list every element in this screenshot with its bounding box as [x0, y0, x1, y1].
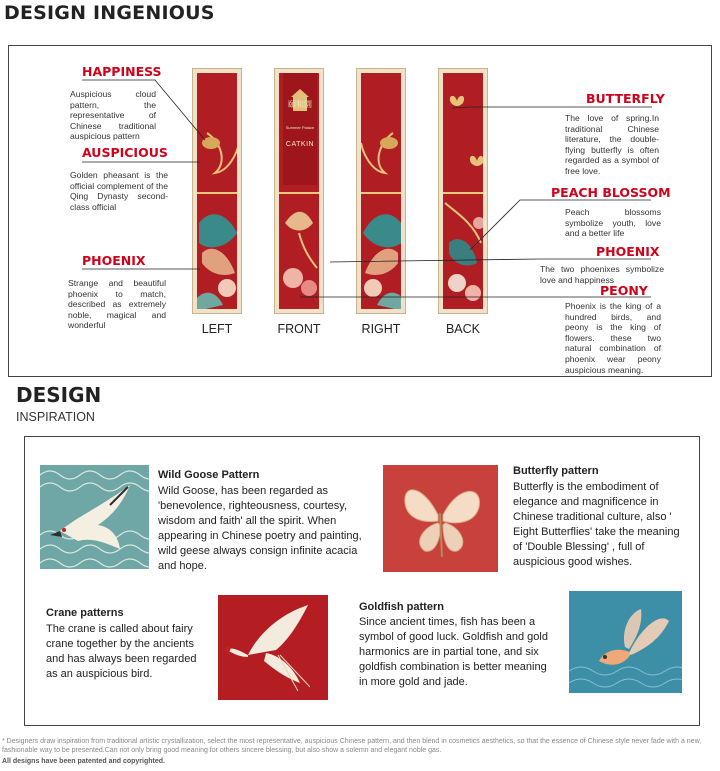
callout-peach-blossom-title: PEACH BLOSSOM: [551, 185, 671, 200]
callout-butterfly-text: The love of spring.In traditional Chinese literature, the double-flying butterfly is often regarded as a symbol of free love.: [565, 113, 659, 176]
callout-happiness-text: Auspicious cloud pattern, the representative of Chinese traditional auspicious pattern: [70, 89, 156, 142]
callout-phoenix-right-text: The two phoenixes symbolize love and happiness: [540, 264, 664, 285]
callout-phoenix-right-title: PHOENIX: [596, 244, 660, 259]
product-name: CATKIN: [285, 141, 315, 148]
callout-phoenix-left-text: Strange and beautiful phoenix to match, described as extremely noble, magical and wonderful: [68, 278, 166, 331]
callout-auspicious-title: AUSPICIOUS: [82, 145, 168, 160]
wild-goose-image: [40, 465, 149, 569]
page-title: DESIGN INGENIOUS: [4, 2, 215, 24]
card-goldfish-text: Since ancient times, fish has been a symbol of good luck. Goldfish and gold harmonics are in partial tone, and six goldfish combination is better meaning in more gold and jade.: [359, 616, 548, 688]
goldfish-image: [569, 591, 682, 693]
callout-peony-text: Phoenix is the king of a hundred birds, and peony is the king of flowers. these two natural combination of phoenix wear peony auspicious meaning.: [565, 301, 661, 375]
crane-image: [218, 595, 328, 700]
callout-phoenix-left-title: PHOENIX: [82, 253, 146, 268]
view-label-left: LEFT: [201, 322, 233, 336]
callout-butterfly-title: BUTTERFLY: [586, 91, 665, 106]
view-label-back: BACK: [445, 322, 481, 336]
brand-cn: 頤和園: [288, 100, 312, 109]
card-butterfly-title: Butterfly pattern: [513, 465, 599, 477]
card-butterfly-text: Butterfly is the embodiment of elegance and magnificence in Chinese traditional culture, also ' Eight Butterflies' take the meaning of 'Double Blessing' , full of auspicious good wishes.: [513, 481, 680, 568]
card-goldfish-title: Goldfish pattern: [359, 601, 444, 613]
inspiration-title: DESIGN: [16, 383, 102, 407]
card-crane-text: The crane is called about fairy crane together by the ancients and has always been regarded as an auspicious bird.: [46, 623, 197, 680]
card-wild-goose-title: Wild Goose Pattern: [158, 469, 260, 481]
callout-auspicious-text: Golden pheasant is the official complement of the Qing Dynasty second-class official: [70, 170, 168, 212]
view-label-front: FRONT: [277, 322, 321, 336]
footer-note: * Designers draw inspiration from traditional artistic crystallization, select the most representative, auspicious Chinese pattern, and then blend in cosmetics aesthetics, so that the essence of Chinese style never fade with a new, fashionable way to be presented.Can not only bring good meaning for others sincere blessing, but also show a solemn and elegant noble gas.: [2, 738, 702, 754]
brand-sub: Summer Palace: [285, 125, 315, 130]
inspiration-subtitle: INSPIRATION: [16, 410, 95, 424]
footer-patent: All designs have been patented and copyrighted.: [2, 758, 165, 765]
callout-peach-blossom-text: Peach blossoms symbolize youth, love and a better life: [565, 207, 661, 239]
butterfly-image: [383, 465, 498, 572]
card-crane-title: Crane patterns: [46, 607, 124, 619]
view-label-right: RIGHT: [361, 322, 401, 336]
card-wild-goose-text: Wild Goose, has been regarded as 'benevolence, righteousness, courtesy, wisdom and faith' all the spirit. When appearing in Chinese poetry and painting, wild geese always consign infinite acacia and hope.: [158, 485, 362, 572]
callout-happiness-title: HAPPINESS: [82, 64, 162, 79]
callout-peony-title: PEONY: [600, 283, 648, 298]
